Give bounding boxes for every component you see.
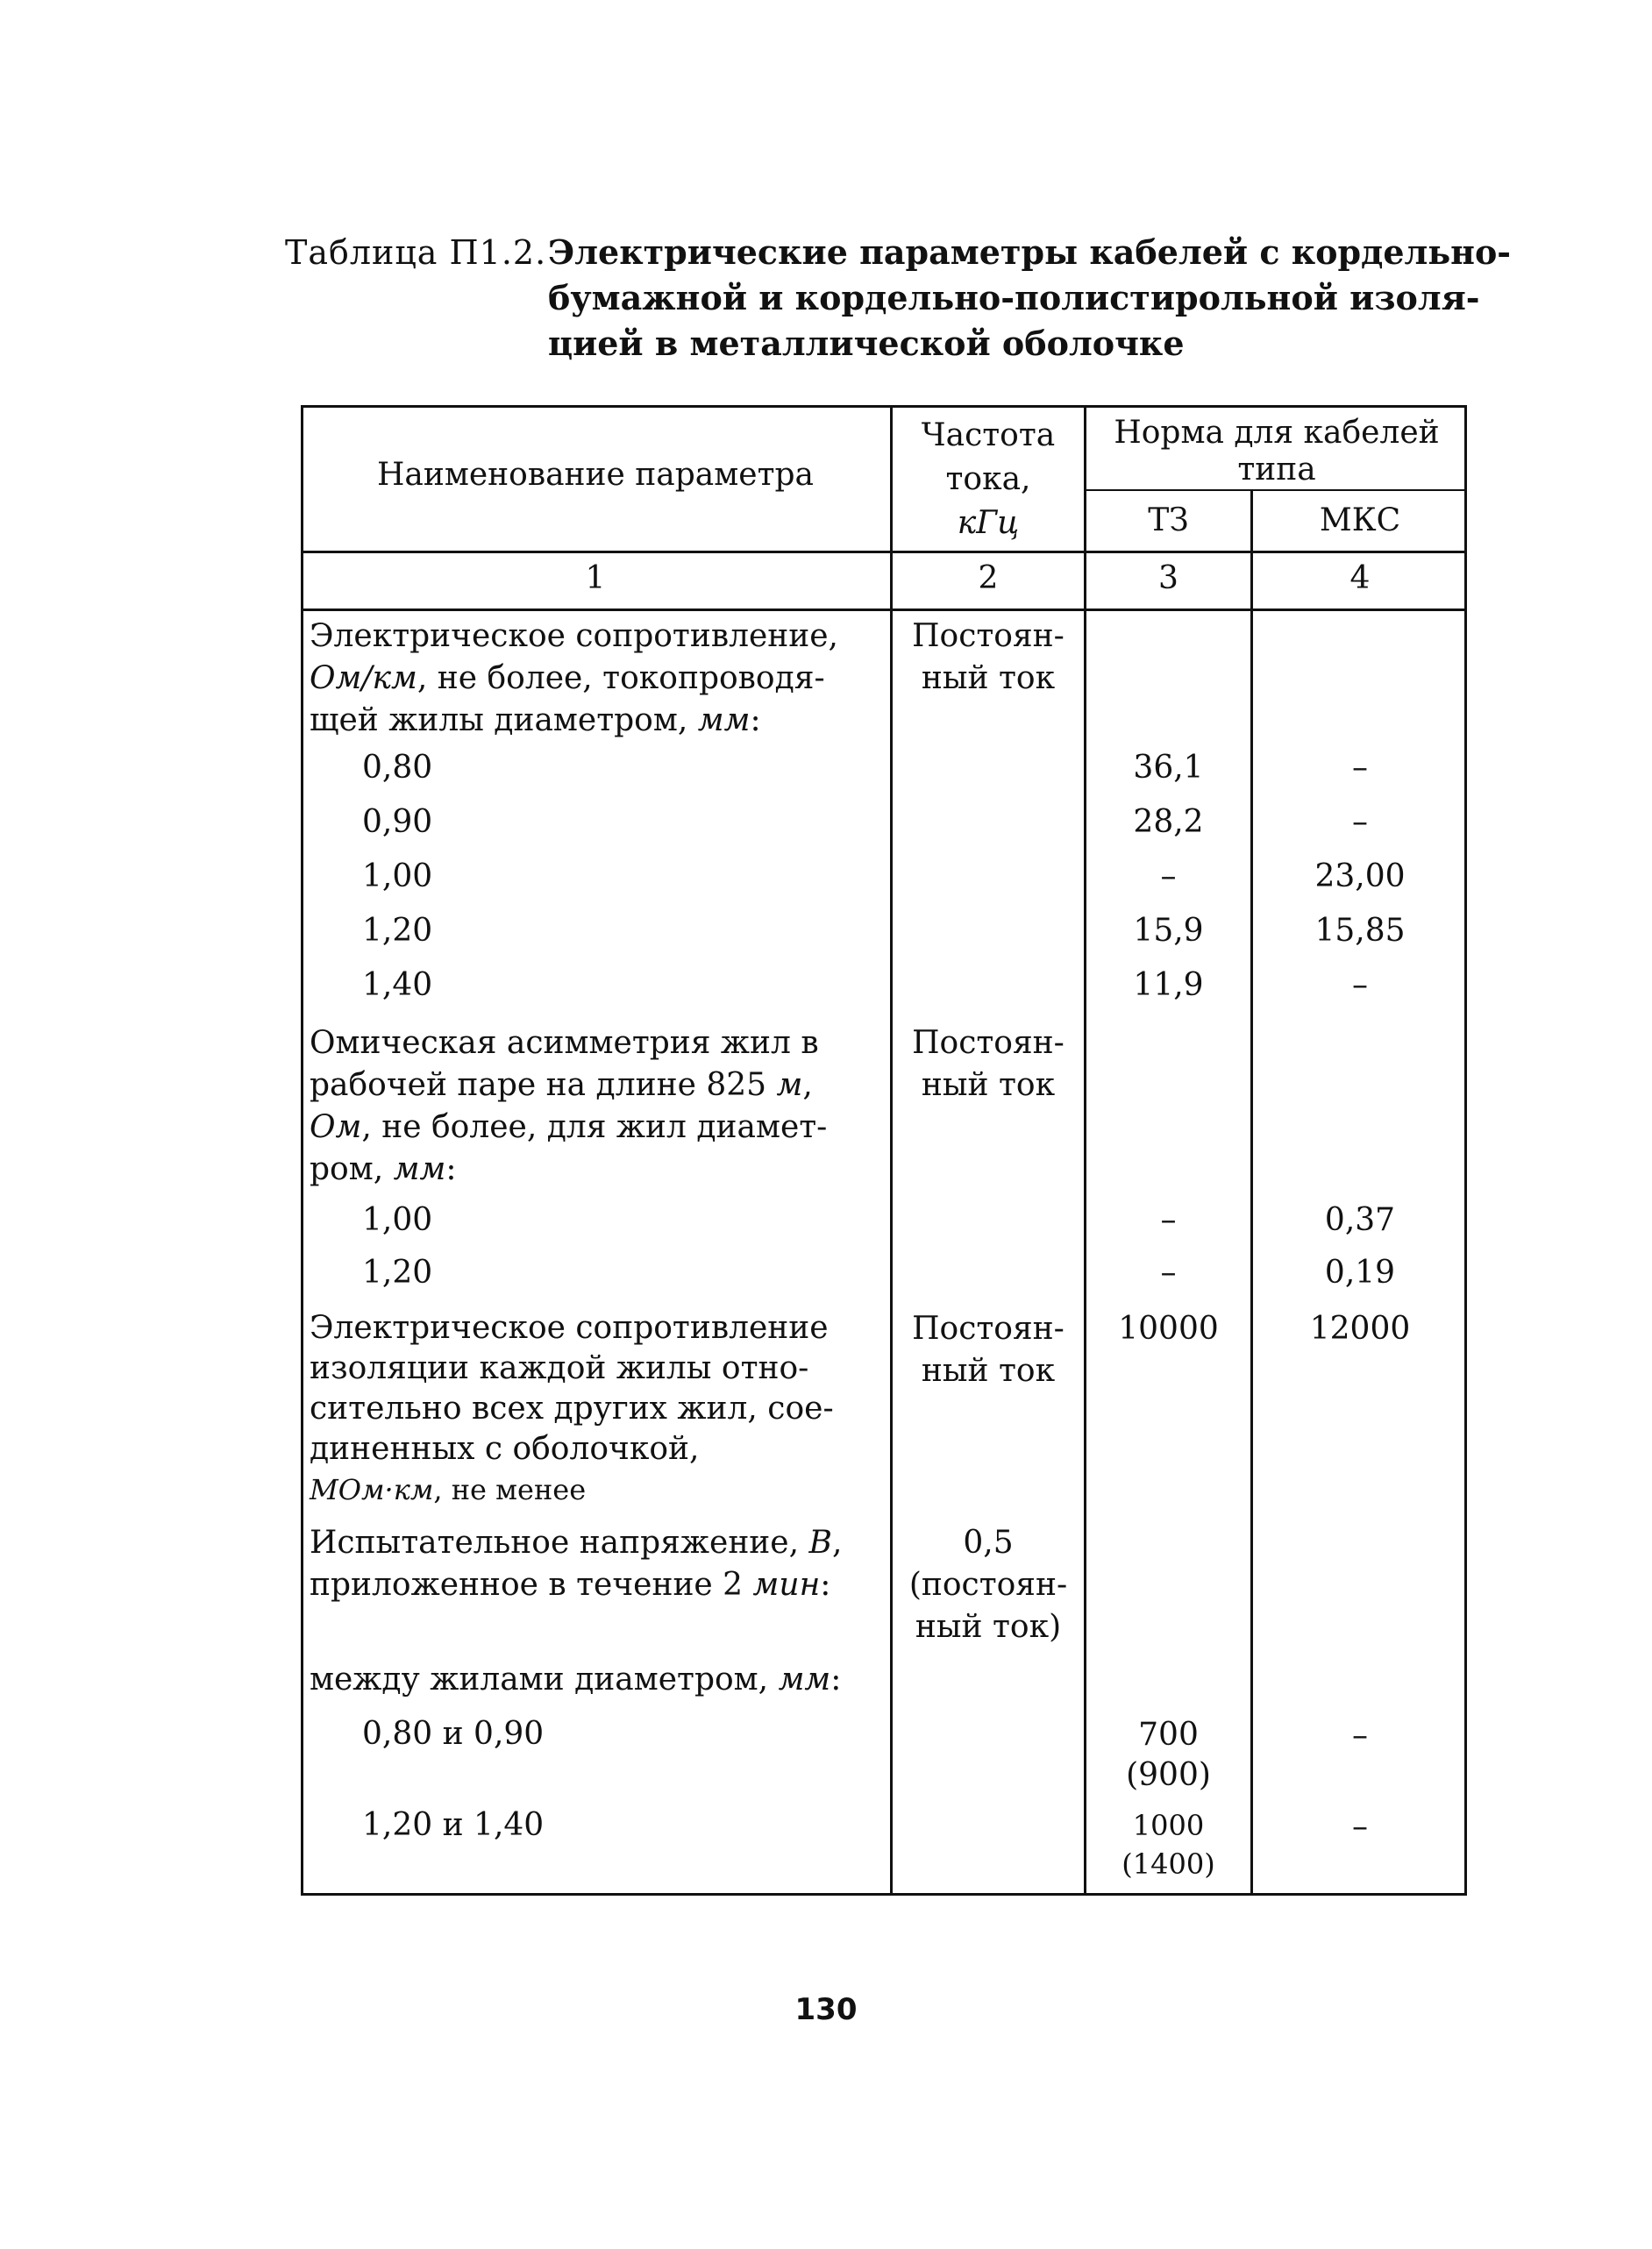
- header-frequency-line-1: Частота: [921, 417, 1056, 453]
- s3-mks: 12000: [1309, 1311, 1411, 1347]
- s4-row-1-diameter: 1,20 и 1,40: [362, 1807, 545, 1843]
- header-group-underline: [1084, 489, 1467, 491]
- table-caption: [285, 230, 1513, 367]
- param-line: Электрическое сопротивление: [310, 1310, 829, 1346]
- header-mks: МКС: [1319, 502, 1401, 538]
- s4-row-0-tz: 700 (900): [1126, 1717, 1211, 1793]
- column-number-3: 3: [1158, 560, 1178, 596]
- s1-row-1-mks: –: [1352, 804, 1368, 840]
- s4-row-1-mks: –: [1352, 1809, 1368, 1845]
- s1-row-3-diameter: 1,20: [362, 913, 433, 949]
- param-line: Электрическое сопротивление,: [310, 618, 838, 654]
- param-insulation-resistance: [310, 1308, 888, 1510]
- s2-row-1-tz: –: [1160, 1255, 1177, 1291]
- s1-row-4-mks: –: [1352, 967, 1368, 1003]
- param-line: Ом/км, не более, токопроводя-: [310, 660, 825, 696]
- s1-row-2-tz: –: [1160, 858, 1177, 894]
- param-line: сительно всех других жил, сое-: [310, 1391, 834, 1427]
- freq-s4: 0,5 (постоян- ный ток): [908, 1525, 1068, 1645]
- s1-row-0-mks: –: [1352, 750, 1368, 786]
- s2-row-0-tz: –: [1160, 1202, 1177, 1238]
- col-divider-2: [1084, 405, 1086, 1896]
- numbers-row-bottom-line: [301, 609, 1467, 611]
- param-line: приложенное в течение 2 мин:: [310, 1567, 831, 1603]
- s2-row-0-mks: 0,37: [1324, 1202, 1396, 1238]
- s4-row-1-tz: 1000 (1400): [1122, 1809, 1215, 1881]
- column-number-1: 1: [585, 560, 606, 596]
- s1-row-1-tz: 28,2: [1133, 804, 1204, 840]
- column-number-4: 4: [1349, 560, 1371, 596]
- s1-row-4-tz: 11,9: [1133, 967, 1204, 1003]
- param-line: щей жилы диаметром, мм:: [310, 702, 761, 738]
- table-border-bottom: [301, 1893, 1467, 1896]
- param-line: диненных с оболочкой,: [310, 1431, 700, 1467]
- header-bottom-line: [301, 551, 1467, 553]
- s1-row-0-diameter: 0,80: [362, 750, 433, 786]
- param-line: МОм·км, не менее: [310, 1473, 587, 1506]
- col-divider-3: [1250, 489, 1253, 1896]
- s3-tz: 10000: [1118, 1311, 1219, 1347]
- param-test-voltage: [310, 1522, 888, 1606]
- header-norm-line-2: типа: [1237, 452, 1316, 488]
- s2-row-1-diameter: 1,20: [362, 1255, 433, 1291]
- param-line: изоляции каждой жилы отно-: [310, 1350, 809, 1386]
- s1-row-0-tz: 36,1: [1133, 750, 1204, 786]
- s1-row-2-diameter: 1,00: [362, 858, 433, 894]
- header-norm-line-1: Норма для кабелей: [1114, 415, 1440, 451]
- header-frequency-line-2: тока,: [945, 461, 1031, 497]
- param-line: ром, мм:: [310, 1151, 457, 1187]
- s2-row-1-mks: 0,19: [1324, 1255, 1396, 1291]
- caption-line-1: Электрические параметры кабелей с кордельно-: [548, 232, 1512, 272]
- s1-row-4-diameter: 1,40: [362, 967, 433, 1003]
- param-ohmic-asymmetry: [310, 1022, 888, 1191]
- param-between-cores: между жилами диаметром, мм:: [310, 1662, 842, 1697]
- caption-line-2: бумажной и кордельно-полистирольной изоля-: [548, 278, 1480, 317]
- freq-s2: Постоян- ный ток: [912, 1025, 1065, 1103]
- s4-row-0-diameter: 0,80 и 0,90: [362, 1716, 545, 1752]
- param-line: Испытательное напряжение, В,: [310, 1525, 843, 1561]
- param-line: рабочей паре на длине 825 м,: [310, 1067, 813, 1103]
- s4-row-0-mks: –: [1352, 1718, 1368, 1754]
- header-parameter-name: Наименование параметра: [377, 457, 814, 493]
- column-number-2: 2: [978, 560, 999, 596]
- s2-row-0-diameter: 1,00: [362, 1202, 433, 1238]
- page-number: 130: [794, 1992, 858, 2027]
- s1-row-3-mks: 15,85: [1314, 913, 1406, 949]
- header-tz: ТЗ: [1148, 502, 1189, 538]
- freq-s1: Постоян- ный ток: [912, 618, 1065, 696]
- param-resistance-conductor: [310, 616, 888, 742]
- header-frequency-unit: кГц: [957, 505, 1020, 541]
- s1-row-1-diameter: 0,90: [362, 804, 433, 840]
- caption-label: Таблица П1.2.: [285, 233, 547, 272]
- param-line: Омическая асимметрия жил в: [310, 1025, 819, 1061]
- header-frequency: [893, 414, 1084, 545]
- param-line: Ом, не более, для жил диамет-: [310, 1109, 828, 1145]
- freq-s3: Постоян- ный ток: [912, 1311, 1065, 1389]
- table-border-top: [301, 405, 1467, 408]
- parameters-table: [301, 405, 1467, 1896]
- header-norm-group: [1086, 414, 1467, 488]
- table-border-right: [1464, 405, 1467, 1896]
- s1-row-2-mks: 23,00: [1314, 858, 1406, 894]
- table-border-left: [301, 405, 303, 1896]
- caption-line-3: цией в металлической оболочке: [548, 324, 1185, 363]
- s1-row-3-tz: 15,9: [1133, 913, 1204, 949]
